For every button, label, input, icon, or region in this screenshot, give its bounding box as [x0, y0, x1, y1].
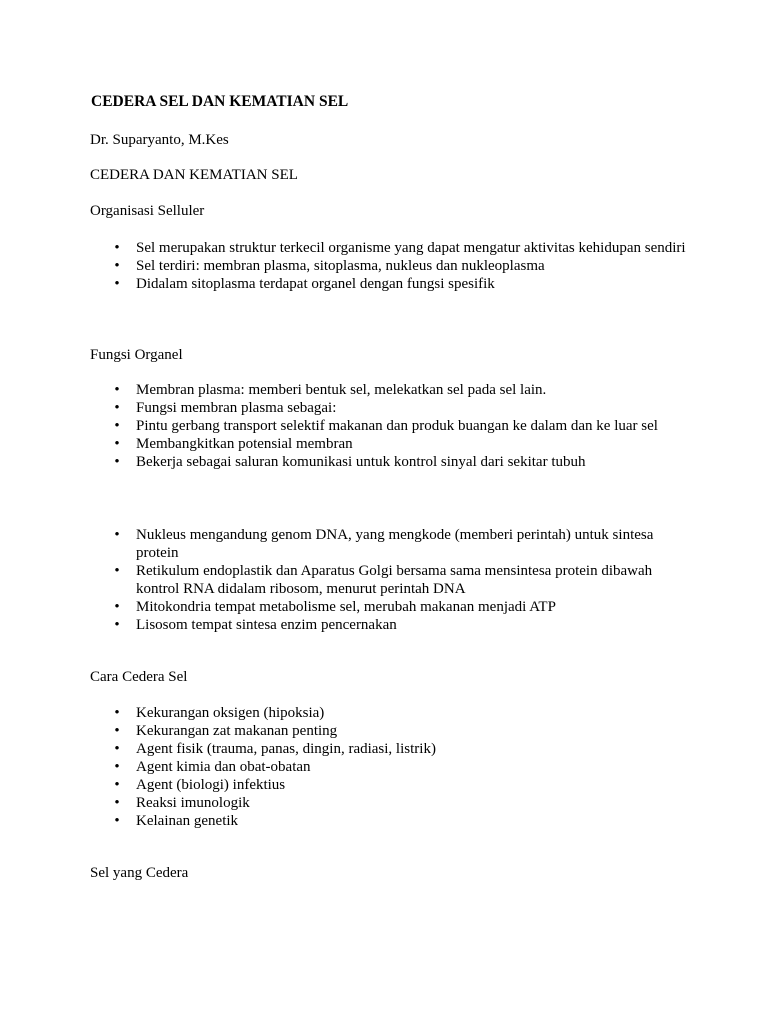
heading-organisasi-selluler: Organisasi Selluler — [90, 203, 205, 219]
list-item — [112, 417, 692, 435]
list-item-text: Agent kimia dan obat-obatan — [136, 759, 311, 775]
bullet-marker: • — [114, 599, 120, 615]
bullet-marker: • — [114, 276, 120, 292]
list-item-text: Nukleus mengandung genom DNA, yang mengkode (memberi perintah) untuk sintesa protein — [136, 527, 654, 561]
list-item-text: Kekurangan zat makanan penting — [136, 723, 338, 739]
bullet-marker: • — [114, 813, 120, 829]
subtitle-line: CEDERA DAN KEMATIAN SEL — [90, 167, 298, 183]
list-item — [112, 239, 692, 257]
list-item-text: Agent (biologi) infektius — [136, 777, 286, 793]
list-item-text: Membangkitkan potensial membran — [136, 436, 353, 452]
heading-sel-yang-cedera: Sel yang Cedera — [90, 865, 189, 881]
list-item — [112, 381, 692, 399]
bullet-marker: • — [114, 454, 120, 470]
list-item — [112, 562, 692, 598]
heading-cara-cedera-sel: Cara Cedera Sel — [90, 669, 188, 685]
list-item-text: Bekerja sebagai saluran komunikasi untuk kontrol sinyal dari sekitar tubuh — [136, 454, 586, 470]
list-item — [112, 704, 692, 722]
list-item — [112, 794, 692, 812]
list-item-text: Sel merupakan struktur terkecil organisme yang dapat mengatur aktivitas kehidupan sendiri — [136, 240, 686, 256]
list-fungsi-organel — [112, 381, 692, 471]
list-item-text: Mitokondria tempat metabolisme sel, merubah makanan menjadi ATP — [136, 599, 556, 615]
list-item-text: Didalam sitoplasma terdapat organel dengan fungsi spesifik — [136, 276, 495, 292]
bullet-marker: • — [114, 723, 120, 739]
heading-fungsi-organel: Fungsi Organel — [90, 347, 183, 363]
document-title: CEDERA SEL DAN KEMATIAN SEL — [91, 93, 349, 110]
list-item — [112, 526, 692, 562]
bullet-marker: • — [114, 617, 120, 633]
author-line: Dr. Suparyanto, M.Kes — [90, 132, 229, 148]
bullet-marker: • — [114, 258, 120, 274]
bullet-marker: • — [114, 436, 120, 452]
bullet-marker: • — [114, 741, 120, 757]
list-item-text: Kelainan genetik — [136, 813, 239, 829]
bullet-marker: • — [114, 418, 120, 434]
bullet-marker: • — [114, 563, 120, 579]
list-item — [112, 812, 692, 830]
bullet-marker: • — [114, 705, 120, 721]
list-item-text: Retikulum endoplastik dan Aparatus Golgi bersama sama mensintesa protein dibawah kontrol RNA didalam ribosom, menurut perintah DNA — [136, 563, 653, 597]
list-item — [112, 453, 692, 471]
bullet-marker: • — [114, 382, 120, 398]
bullet-marker: • — [114, 759, 120, 775]
list-item — [112, 399, 692, 417]
list-item-text: Lisosom tempat sintesa enzim pencernakan — [136, 617, 397, 633]
list-item — [112, 435, 692, 453]
list-item-text: Pintu gerbang transport selektif makanan dan produk buangan ke dalam dan ke luar sel — [136, 418, 658, 434]
list-item-text: Sel terdiri: membran plasma, sitoplasma, nukleus dan nukleoplasma — [136, 258, 545, 274]
list-item — [112, 616, 692, 634]
bullet-marker: • — [114, 777, 120, 793]
bullet-marker: • — [114, 400, 120, 416]
list-organisasi-selluler — [112, 239, 692, 293]
list-item — [112, 275, 692, 293]
bullet-marker: • — [114, 795, 120, 811]
list-item-text: Agent fisik (trauma, panas, dingin, radiasi, listrik) — [136, 741, 436, 757]
list-item-text: Kekurangan oksigen (hipoksia) — [136, 705, 325, 721]
list-item — [112, 758, 692, 776]
list-item-text: Membran plasma: memberi bentuk sel, melekatkan sel pada sel lain. — [136, 382, 547, 398]
list-cara-cedera-sel — [112, 704, 692, 830]
list-item — [112, 598, 692, 616]
bullet-marker: • — [114, 527, 120, 543]
list-organel — [112, 526, 692, 634]
list-item — [112, 257, 692, 275]
bullet-marker: • — [114, 240, 120, 256]
list-item-text: Reaksi imunologik — [136, 795, 250, 811]
list-item — [112, 776, 692, 794]
list-item — [112, 722, 692, 740]
list-item-text: Fungsi membran plasma sebagai: — [136, 400, 337, 416]
list-item — [112, 740, 692, 758]
